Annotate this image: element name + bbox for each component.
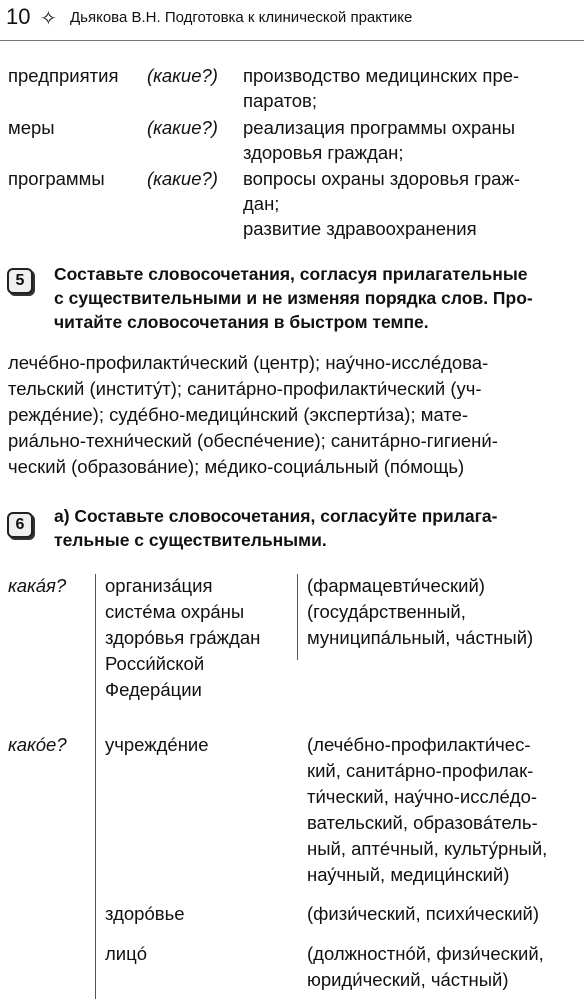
task-instruction-line: Составьте словосочетания, согласуя прилагательные [54, 264, 528, 284]
task-instruction-line: а) Составьте словосочетания, согласуйте прилага- [54, 506, 498, 526]
top-row-question: (какие?) [147, 117, 218, 138]
top-row-line: производство медицинских пре- [243, 65, 520, 86]
table-adjective: ти́ческий, нау́чно-исслéдо- [307, 786, 538, 807]
task-instruction-line: тельные с существительными. [54, 530, 327, 550]
top-row-line: здоровья граждан; [243, 142, 404, 163]
top-row-line: вопросы охраны здоровья граж- [243, 168, 520, 189]
table-question: какóе? [8, 734, 67, 755]
table-column-divider [95, 574, 96, 999]
task-instruction-line: с существительными и не изменяя порядка слов. Про- [54, 288, 533, 308]
top-row-line: дан; [243, 193, 280, 214]
table-adjective: (физи́ческий, психи́ческий) [307, 903, 540, 924]
page-header [0, 0, 584, 40]
table-noun: здорóвья грáждан [105, 627, 261, 648]
table-question: какáя? [8, 575, 67, 596]
top-row-question: (какие?) [147, 65, 218, 86]
table-column-divider [297, 574, 298, 660]
table-noun: лицó [105, 943, 148, 964]
table-adjective: (госудáрственный, [307, 601, 466, 622]
task-number-badge: 5 [7, 268, 33, 294]
table-adjective: вательский, образовáтель- [307, 812, 538, 833]
body-line: риáльно-техни́ческий (обеспéчение); санитáрно-гигиени́- [8, 430, 498, 451]
table-noun: организáция [105, 575, 213, 596]
top-row-line: развитие здравоохранения [243, 218, 477, 239]
body-line: реждéние); судéбно-медици́нский (эксперти́за); мате- [8, 404, 469, 425]
top-row-word: предприятия [8, 65, 119, 86]
page-number: 10 [6, 4, 31, 29]
table-noun: Федерáции [105, 679, 202, 700]
task-number-badge: 6 [7, 512, 33, 538]
header-divider [0, 40, 584, 41]
table-noun: Росси́йской [105, 653, 205, 674]
table-noun: здорóвье [105, 903, 185, 924]
table-adjective: муниципáльный, чáстный) [307, 627, 534, 648]
top-row-word: меры [8, 117, 55, 138]
top-row-word: программы [8, 168, 105, 189]
table-adjective: (должностнóй, физи́ческий, [307, 943, 544, 964]
table-adjective: юриди́ческий, чáстный) [307, 969, 509, 990]
body-line: лечéбно-профилакти́ческий (центр); нау́чно-исслéдова- [8, 352, 489, 373]
table-adjective: кий, санитáрно-профилак- [307, 760, 534, 781]
body-line: ческий (образовáние); мéдико-социáльный (пóмощь) [8, 456, 465, 477]
table-adjective: нау́чный, медици́нский) [307, 864, 510, 885]
top-row-line: паратов; [243, 90, 317, 111]
table-adjective: ный, аптéчный, культу́рный, [307, 838, 548, 859]
table-noun: систéма охрáны [105, 601, 245, 622]
table-adjective: (лечéбно-профилакти́чес- [307, 734, 531, 755]
task-instruction-line: читайте словосочетания в быстром темпе. [54, 312, 429, 332]
star-ornament-icon: ✧ [40, 8, 57, 30]
table-noun: учреждéние [105, 734, 209, 755]
running-title: Дьякова В.Н. Подготовка к клинической практике [70, 9, 413, 26]
top-row-line: реализация программы охраны [243, 117, 516, 138]
body-line: тельский (институ́т); санитáрно-профилакти́ческий (уч- [8, 378, 482, 399]
table-adjective: (фармацевти́ческий) [307, 575, 485, 596]
top-row-question: (какие?) [147, 168, 218, 189]
